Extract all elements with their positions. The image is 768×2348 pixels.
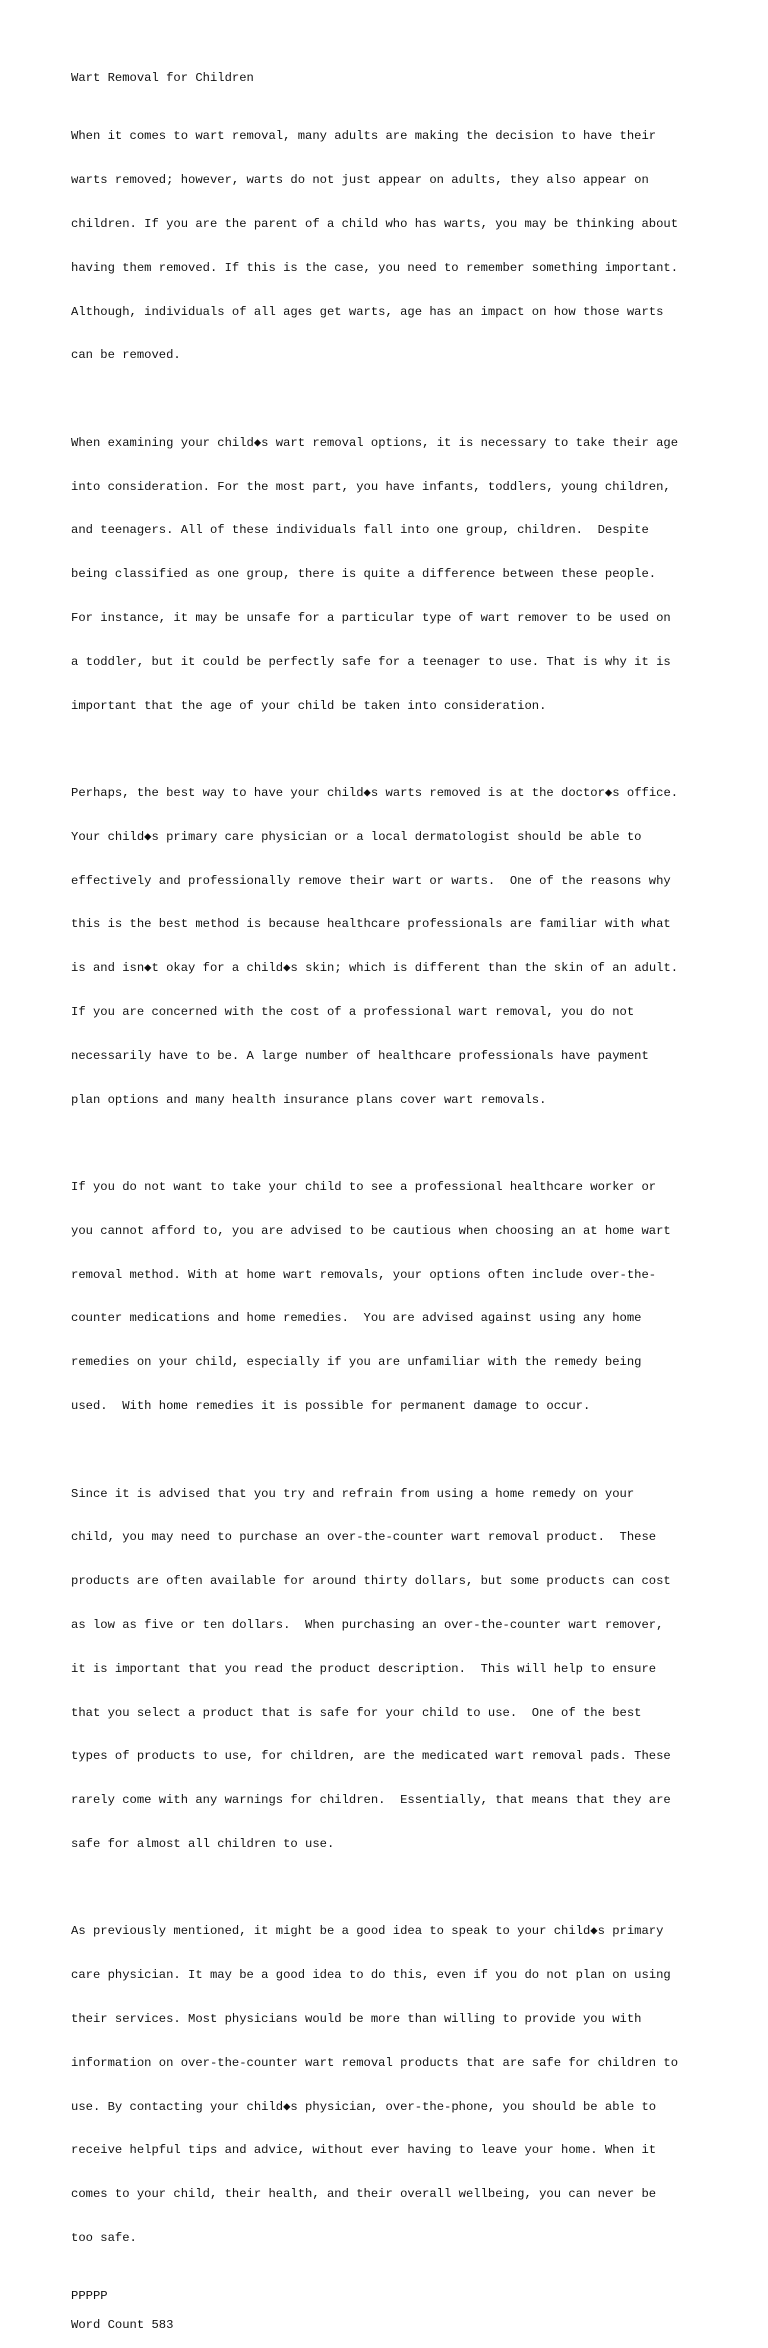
paragraph-line: as low as five or ten dollars. When purchasing an over-the-counter wart remover, <box>71 1617 664 1632</box>
paragraph-line: you cannot afford to, you are advised to be cautious when choosing an at home wart <box>71 1223 671 1238</box>
paragraph-line: use. By contacting your child◆s physician, over-the-phone, you should be able to <box>71 2099 657 2114</box>
paragraph-3 <box>71 757 731 1136</box>
paragraph-line: If you are concerned with the cost of a professional wart removal, you do not <box>71 1005 635 1019</box>
paragraph-line: remedies on your child, especially if you are unfamiliar with the remedy being <box>71 1355 642 1370</box>
paragraph-line: having them removed. If this is the case, you need to remember something important. <box>71 260 679 275</box>
paragraph-line: As previously mentioned, it might be a good idea to speak to your child◆s primary <box>71 1924 664 1939</box>
paragraph-line: warts removed; however, warts do not just appear on adults, they also appear on <box>71 173 649 188</box>
paragraph-5 <box>71 1457 731 1880</box>
paragraph-6 <box>71 1895 731 2274</box>
paragraph-line: Although, individuals of all ages get warts, age has an impact on how those warts <box>71 304 664 319</box>
document-title: Wart Removal for Children <box>71 71 254 85</box>
paragraph-line: comes to your child, their health, and their overall wellbeing, you can never be <box>71 2187 657 2202</box>
paragraph-line: can be removed. <box>71 348 181 363</box>
paragraph-line: counter medications and home remedies. You are advised against using any home <box>71 1311 642 1326</box>
paragraph-1 <box>71 100 731 392</box>
paragraph-line: into consideration. For the most part, you have infants, toddlers, young children, <box>71 479 671 494</box>
paragraph-line: effectively and professionally remove their wart or warts. One of the reasons why <box>71 873 671 888</box>
paragraph-line: this is the best method is because healthcare professionals are familiar with what <box>71 917 671 932</box>
paragraph-line: removal method. With at home wart removals, your options often include over-the- <box>71 1267 657 1282</box>
paragraph-line: their services. Most physicians would be more than willing to provide you with <box>71 2011 642 2026</box>
paragraph-line: When examining your child◆s wart removal options, it is necessary to take their age <box>71 435 679 450</box>
document-page <box>71 71 731 2348</box>
word-count: Word Count 583 <box>71 2318 174 2333</box>
separator-text: PPPPP <box>71 2289 108 2304</box>
paragraph-line: it is important that you read the product description. This will help to ensure <box>71 1661 657 1676</box>
paragraph-line: child, you may need to purchase an over-the-counter wart removal product. These <box>71 1530 657 1545</box>
paragraph-line: care physician. It may be a good idea to do this, even if you do not plan on using <box>71 1968 671 1983</box>
paragraph-line: plan options and many health insurance plans cover wart removals. <box>71 1092 547 1107</box>
paragraph-line: receive helpful tips and advice, without ever having to leave your home. When it <box>71 2143 657 2158</box>
paragraph-line: products are often available for around thirty dollars, but some products can cost <box>71 1574 671 1589</box>
paragraph-line: children. If you are the parent of a child who has warts, you may be thinking about <box>71 216 679 231</box>
paragraph-line: If you do not want to take your child to see a professional healthcare worker or <box>71 1180 657 1195</box>
paragraph-line: Perhaps, the best way to have your child◆s warts removed is at the doctor◆s office. <box>71 786 679 801</box>
paragraph-line: safe for almost all children to use. <box>71 1836 335 1851</box>
paragraph-line: important that the age of your child be taken into consideration. <box>71 698 547 713</box>
paragraph-line: used. With home remedies it is possible for permanent damage to occur. <box>71 1399 591 1414</box>
paragraph-line: a toddler, but it could be perfectly safe for a teenager to use. That is why it is <box>71 654 671 669</box>
paragraph-line: information on over-the-counter wart removal products that are safe for children to <box>71 2055 679 2070</box>
paragraph-line: Since it is advised that you try and refrain from using a home remedy on your <box>71 1486 635 1501</box>
paragraph-2 <box>71 407 731 743</box>
paragraph-line: When it comes to wart removal, many adults are making the decision to have their <box>71 129 657 144</box>
paragraph-line: types of products to use, for children, are the medicated wart removal pads. These <box>71 1749 671 1764</box>
paragraph-line: that you select a product that is safe for your child to use. One of the best <box>71 1705 642 1720</box>
paragraph-4 <box>71 1151 731 1443</box>
paragraph-line: rarely come with any warnings for children. Essentially, that means that they are <box>71 1793 671 1808</box>
paragraph-line: necessarily have to be. A large number of healthcare professionals have payment <box>71 1048 649 1063</box>
paragraph-line: Your child◆s primary care physician or a local dermatologist should be able to <box>71 829 642 844</box>
paragraph-line: being classified as one group, there is quite a difference between these people. <box>71 567 657 582</box>
paragraph-line: too safe. <box>71 2230 137 2245</box>
paragraph-line: For instance, it may be unsafe for a particular type of wart remover to be used on <box>71 610 671 625</box>
paragraph-line: is and isn◆t okay for a child◆s skin; which is different than the skin of an adult. <box>71 961 679 976</box>
paragraph-line: and teenagers. All of these individuals fall into one group, children. Despite <box>71 523 649 538</box>
